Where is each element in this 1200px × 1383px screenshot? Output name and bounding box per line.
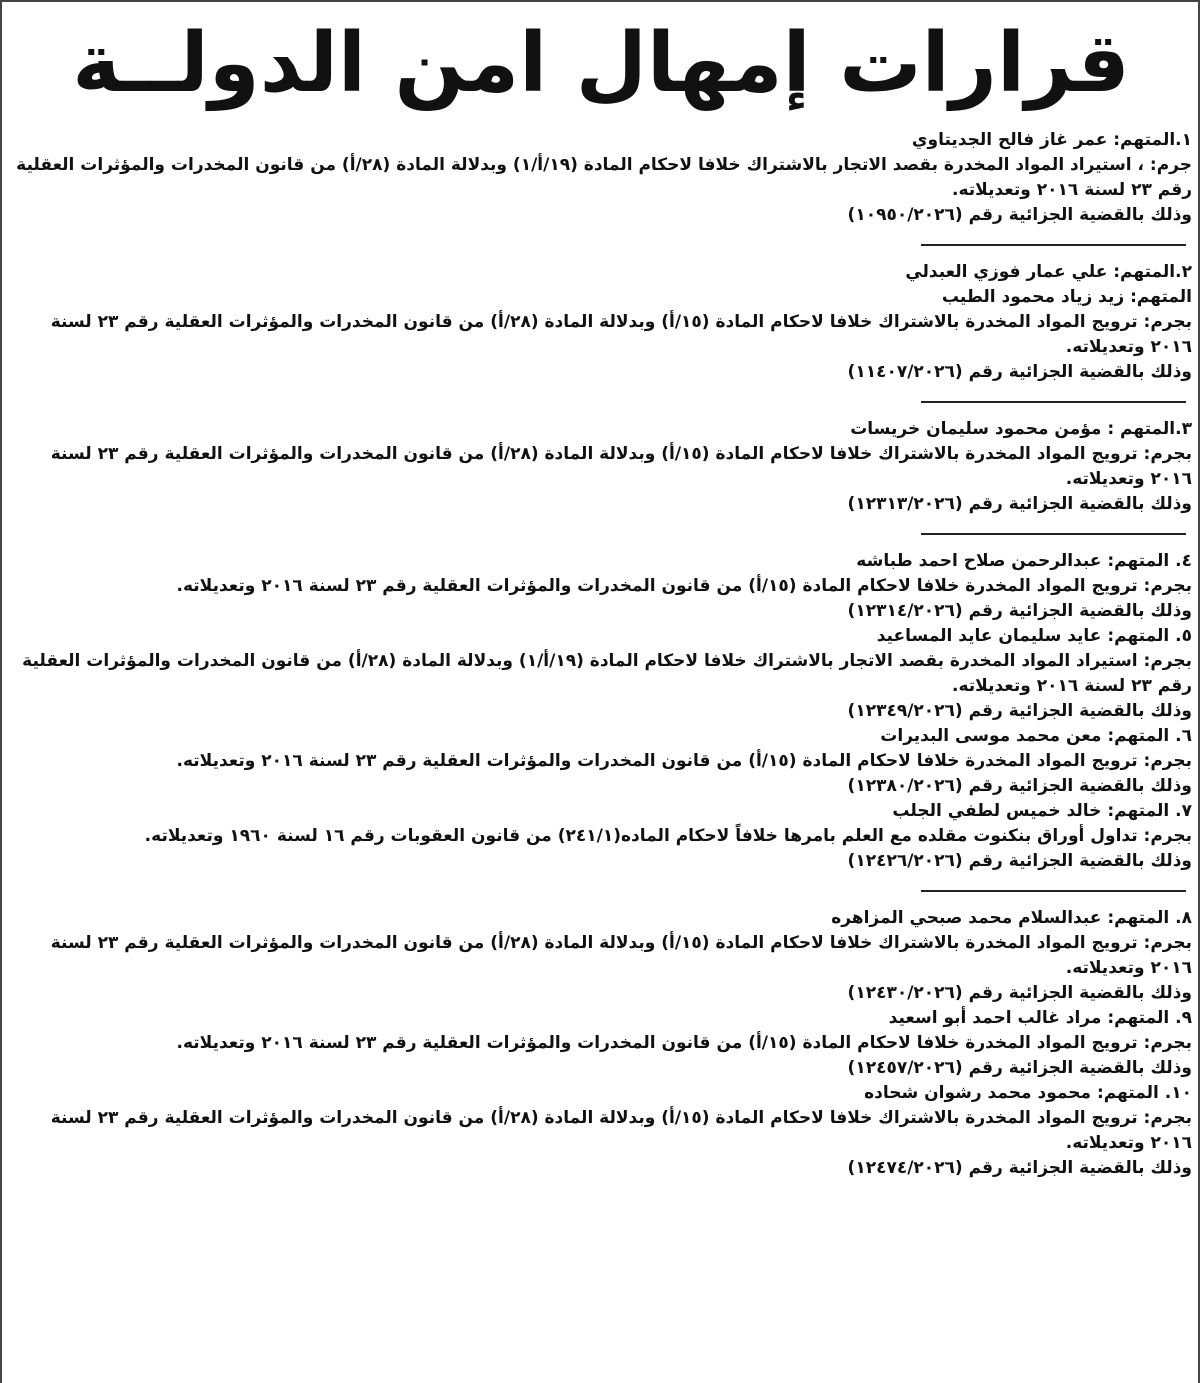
case-number: وذلك بالقضية الجزائية رقم (١١٤٠٧/٢٠٢٦) (847, 362, 1192, 382)
entry-2 (10, 260, 1192, 385)
accused-name: ٦. المتهم: معن محمد موسى البديرات (880, 726, 1192, 746)
entry-7 (10, 799, 1192, 874)
charge-text: بجرم: ترويج المواد المخدرة بالاشتراك خلافا لاحكام المادة (١٥/أ) وبدلالة المادة (٢٨/أ) من قانون المخدرات والمؤثرات العقلية رقم ٢٣ لسنة ٢٠١٦ وتعديلاته. (50, 444, 1192, 489)
charge-text: بجرم: تداول أوراق بنكنوت مقلده مع العلم بامرها خلافاً لاحكام الماده(٢٤١/١) من قانون العقوبات رقم ١٦ لسنة ١٩٦٠ وتعديلاته. (144, 826, 1192, 846)
case-number: وذلك بالقضية الجزائية رقم (١٢٣٨٠/٢٠٢٦) (847, 776, 1192, 796)
case-number: وذلك بالقضية الجزائية رقم (١٢٣١٣/٢٠٢٦) (847, 494, 1192, 514)
charge-text: بجرم: ترويج المواد المخدرة بالاشتراك خلافا لاحكام المادة (١٥/أ) وبدلالة المادة (٢٨/أ) من قانون المخدرات والمؤثرات العقلية رقم ٢٣ لسنة ٢٠١٦ وتعديلاته. (50, 312, 1192, 357)
entry-5 (10, 624, 1192, 724)
entry-6 (10, 724, 1192, 799)
accused-name: ٥. المتهم: عايد سليمان عايد المساعيد (876, 626, 1192, 646)
accused-name: ٣.المتهم : مؤمن محمود سليمان خريسات (850, 419, 1192, 439)
charge-text: بجرم: ترويج المواد المخدرة بالاشتراك خلافا لاحكام المادة (١٥/أ) وبدلالة المادة (٢٨/أ) من قانون المخدرات والمؤثرات العقلية رقم ٢٣ لسنة ٢٠١٦ وتعديلاته. (50, 1108, 1192, 1153)
separator-rule (10, 244, 1192, 246)
separator-rule (10, 890, 1192, 892)
case-number: وذلك بالقضية الجزائية رقم (١٢٤٢٦/٢٠٢٦) (847, 851, 1192, 871)
case-number: وذلك بالقضية الجزائية رقم (١٢٤٧٤/٢٠٢٦) (847, 1158, 1192, 1178)
page-title: قرارات إمهال امن الدولــة (72, 16, 1130, 111)
case-number: وذلك بالقضية الجزائية رقم (١٢٤٥٧/٢٠٢٦) (847, 1058, 1192, 1078)
accused-name: ١٠. المتهم: محمود محمد رشوان شحاده (864, 1083, 1192, 1103)
entry-9 (10, 1006, 1192, 1081)
accused-name-second: المتهم: زيد زياد محمود الطيب (941, 287, 1192, 307)
accused-name: ٨. المتهم: عبدالسلام محمد صبحي المزاهره (831, 908, 1192, 928)
charge-text: جرم: ، استيراد المواد المخدرة بقصد الاتجار بالاشتراك خلافا لاحكام المادة (١٩/أ/١) وبدلالة المادة (٢٨/أ) من قانون المخدرات والمؤثرات العقلية رقم ٢٣ لسنة ٢٠١٦ وتعديلاته. (16, 155, 1192, 200)
entry-10 (10, 1081, 1192, 1181)
charge-text: بجرم: استيراد المواد المخدرة بقصد الاتجار بالاشتراك خلافا لاحكام المادة (١٩/أ/١) وبدلالة المادة (٢٨/أ) من قانون المخدرات والمؤثرات العقلية رقم ٢٣ لسنة ٢٠١٦ وتعديلاته. (22, 651, 1192, 696)
charge-text: بجرم: ترويج المواد المخدرة بالاشتراك خلافا لاحكام المادة (١٥/أ) وبدلالة المادة (٢٨/أ) من قانون المخدرات والمؤثرات العقلية رقم ٢٣ لسنة ٢٠١٦ وتعديلاته. (50, 933, 1192, 978)
entry-3 (10, 417, 1192, 517)
accused-name: ٧. المتهم: خالد خميس لطفي الجلب (892, 801, 1192, 821)
case-number: وذلك بالقضية الجزائية رقم (١٠٩٥٠/٢٠٢٦) (847, 205, 1192, 225)
accused-name: ٩. المتهم: مراد غالب احمد أبو اسعيد (888, 1008, 1192, 1028)
entry-4 (10, 549, 1192, 624)
charge-text: بجرم: ترويج المواد المخدرة خلافا لاحكام المادة (١٥/أ) من قانون المخدرات والمؤثرات العقلية رقم ٢٣ لسنة ٢٠١٦ وتعديلاته. (176, 576, 1192, 596)
case-number: وذلك بالقضية الجزائية رقم (١٢٤٣٠/٢٠٢٦) (847, 983, 1192, 1003)
entry-1 (10, 128, 1192, 228)
case-number: وذلك بالقضية الجزائية رقم (١٢٣٤٩/٢٠٢٦) (847, 701, 1192, 721)
case-number: وذلك بالقضية الجزائية رقم (١٢٣١٤/٢٠٢٦) (847, 601, 1192, 621)
separator-rule (10, 401, 1192, 403)
charge-text: بجرم: ترويج المواد المخدرة خلافا لاحكام المادة (١٥/أ) من قانون المخدرات والمؤثرات العقلية رقم ٢٣ لسنة ٢٠١٦ وتعديلاته. (176, 1033, 1192, 1053)
accused-name: ٤. المتهم: عبدالرحمن صلاح احمد طباشه (856, 551, 1192, 571)
accused-name: ٢.المتهم: علي عمار فوزي العبدلي (905, 262, 1192, 282)
accused-name: ١.المتهم: عمر غاز فالح الجديتاوي (911, 130, 1192, 150)
separator-rule (10, 533, 1192, 535)
charge-text: بجرم: ترويج المواد المخدرة خلافا لاحكام المادة (١٥/أ) من قانون المخدرات والمؤثرات العقلية رقم ٢٣ لسنة ٢٠١٦ وتعديلاته. (176, 751, 1192, 771)
entry-8 (10, 906, 1192, 1006)
